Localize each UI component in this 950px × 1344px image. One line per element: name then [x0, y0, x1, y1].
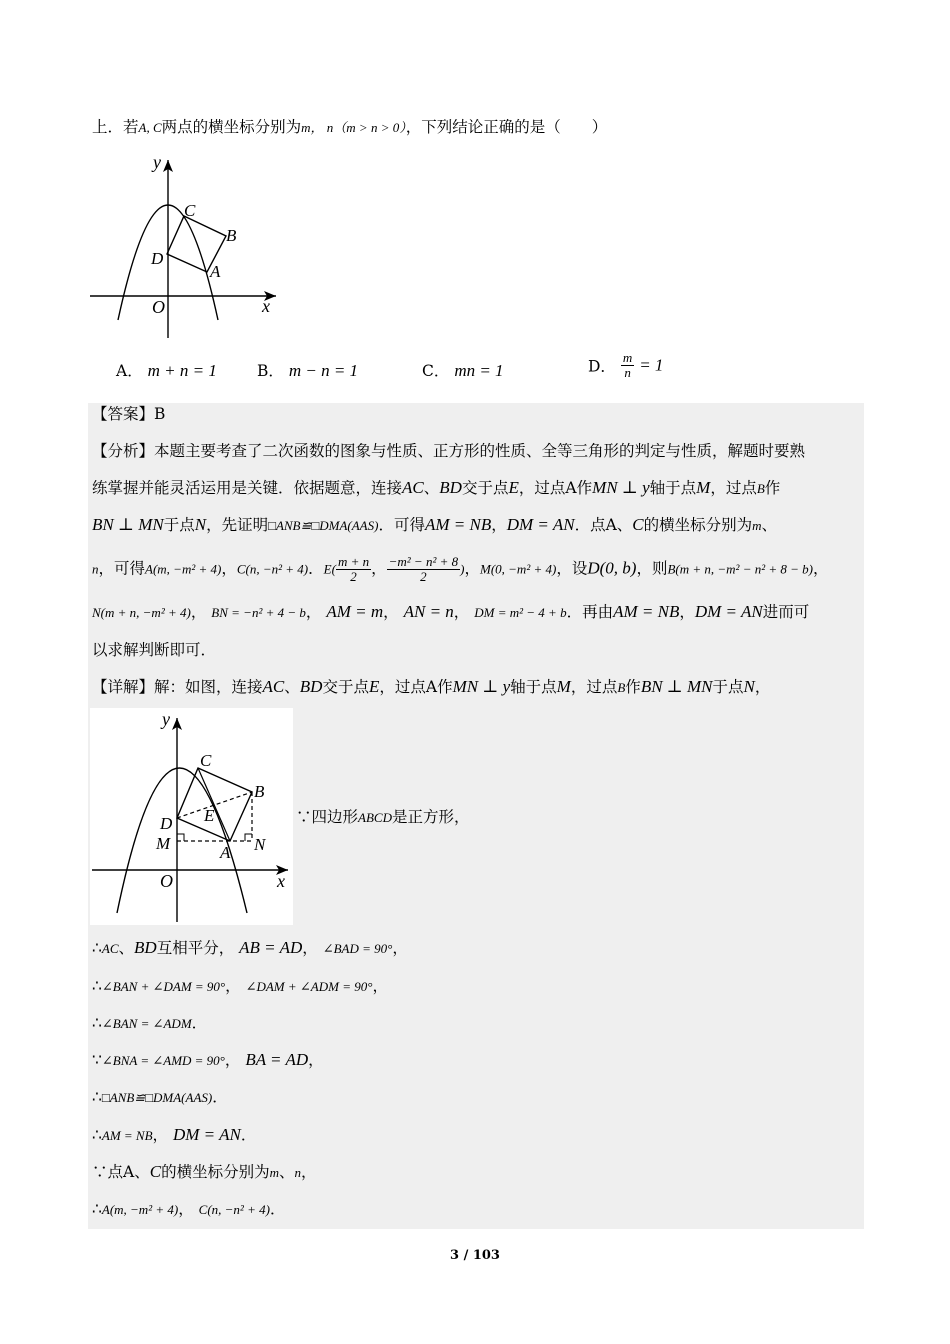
analysis-line-5: N(m + n, −m² + 4)， BN = −n² + 4 − b， AM = m， AN = n， DM = m² − 4 + b．再由AM = NB，DM = AN进而可 — [92, 602, 810, 621]
label-x: x — [262, 296, 270, 316]
label-b: B — [254, 782, 265, 801]
option-c[interactable]: C． mn = 1 — [422, 361, 504, 380]
analysis-line-4: n，可得A(m, −m² + 4)，C(n, −n² + 4)．E( $\frac{m + n}{2}$ ， $\frac{\text{−m² − n² + 8}}{2}$ )，M(0, −m² + 4)，设D(0, b)，则B(m + n, −m² − n² + 8 − b)， — [92, 554, 829, 584]
label-y: y — [162, 709, 170, 729]
label-o: O — [160, 871, 173, 891]
answer-line: 【答案】B — [92, 405, 166, 423]
label-n: N — [254, 835, 266, 854]
question-figure — [88, 150, 283, 345]
option-b[interactable]: B． m − n = 1 — [257, 361, 359, 380]
detail-step-5: ∴□ANB≌□DMA(AAS)． — [92, 1088, 228, 1106]
question-stem: 上．若A, C两点的横坐标分别为m， n（m > n > 0），下列结论正确的是（ ） — [92, 118, 608, 136]
analysis-line-2: 练掌握并能灵活运用是关键．依据题意，连接AC、BD交于点E，过点A作MN ⊥ y轴于点M，过点B作 — [92, 478, 781, 497]
solution-figure — [90, 708, 293, 925]
label-y: y — [153, 152, 161, 172]
diagonal-ac — [198, 768, 230, 841]
option-a[interactable]: A． m + n = 1 — [116, 361, 217, 380]
label-a: A — [220, 843, 231, 862]
right-angle-m — [177, 834, 184, 841]
label-x: x — [277, 871, 285, 891]
label-d: D — [151, 249, 164, 268]
detail-step-6: ∴AM = NB， DM = AN． — [92, 1125, 257, 1144]
analysis-line-6: 以求解判断即可． — [92, 641, 217, 659]
label-c: C — [184, 201, 196, 220]
detail-step-3: ∴∠BAN = ∠ADM． — [92, 1014, 208, 1032]
detail-step-1: ∴AC、BD互相平分， AB = AD， ∠BAD = 90°， — [92, 938, 408, 957]
label-c: C — [200, 751, 212, 770]
label-m: M — [156, 834, 171, 853]
option-d[interactable]: D． $\frac{m}{n}$ = 1 — [588, 350, 664, 380]
square-statement: ∵四边形ABCD是正方形， — [296, 808, 470, 826]
detail-step-7: ∵点A、C的横坐标分别为m、n， — [92, 1162, 317, 1181]
page-number: 3 / 103 — [450, 1248, 500, 1263]
detail-step-8: ∴A(m, −m² + 4)， C(n, −n² + 4)． — [92, 1200, 286, 1218]
right-angle-n — [245, 834, 252, 841]
detail-step-2: ∴∠BAN + ∠DAM = 90°， ∠DAM + ∠ADM = 90°， — [92, 977, 388, 995]
label-d: D — [160, 814, 173, 833]
analysis-line-3: BN ⊥ MN于点N，先证明□ANB≌□DMA(AAS)．可得AM = NB，DM = AN．点A、C的横坐标分别为m、 — [92, 515, 778, 534]
label-o: O — [152, 297, 165, 317]
detail-line-1: 【详解】解：如图，连接AC、BD交于点E，过点A作MN ⊥ y轴于点M，过点B作BN ⊥ MN于点N， — [92, 677, 771, 696]
detail-step-4: ∵∠BNA = ∠AMD = 90°， BA = AD， — [92, 1050, 324, 1069]
analysis-line-1: 【分析】本题主要考查了二次函数的图象与性质、正方形的性质、全等三角形的判定与性质，解题时要熟 — [92, 442, 806, 460]
label-e: E — [204, 806, 215, 825]
label-b: B — [226, 226, 237, 245]
label-a: A — [210, 262, 221, 281]
